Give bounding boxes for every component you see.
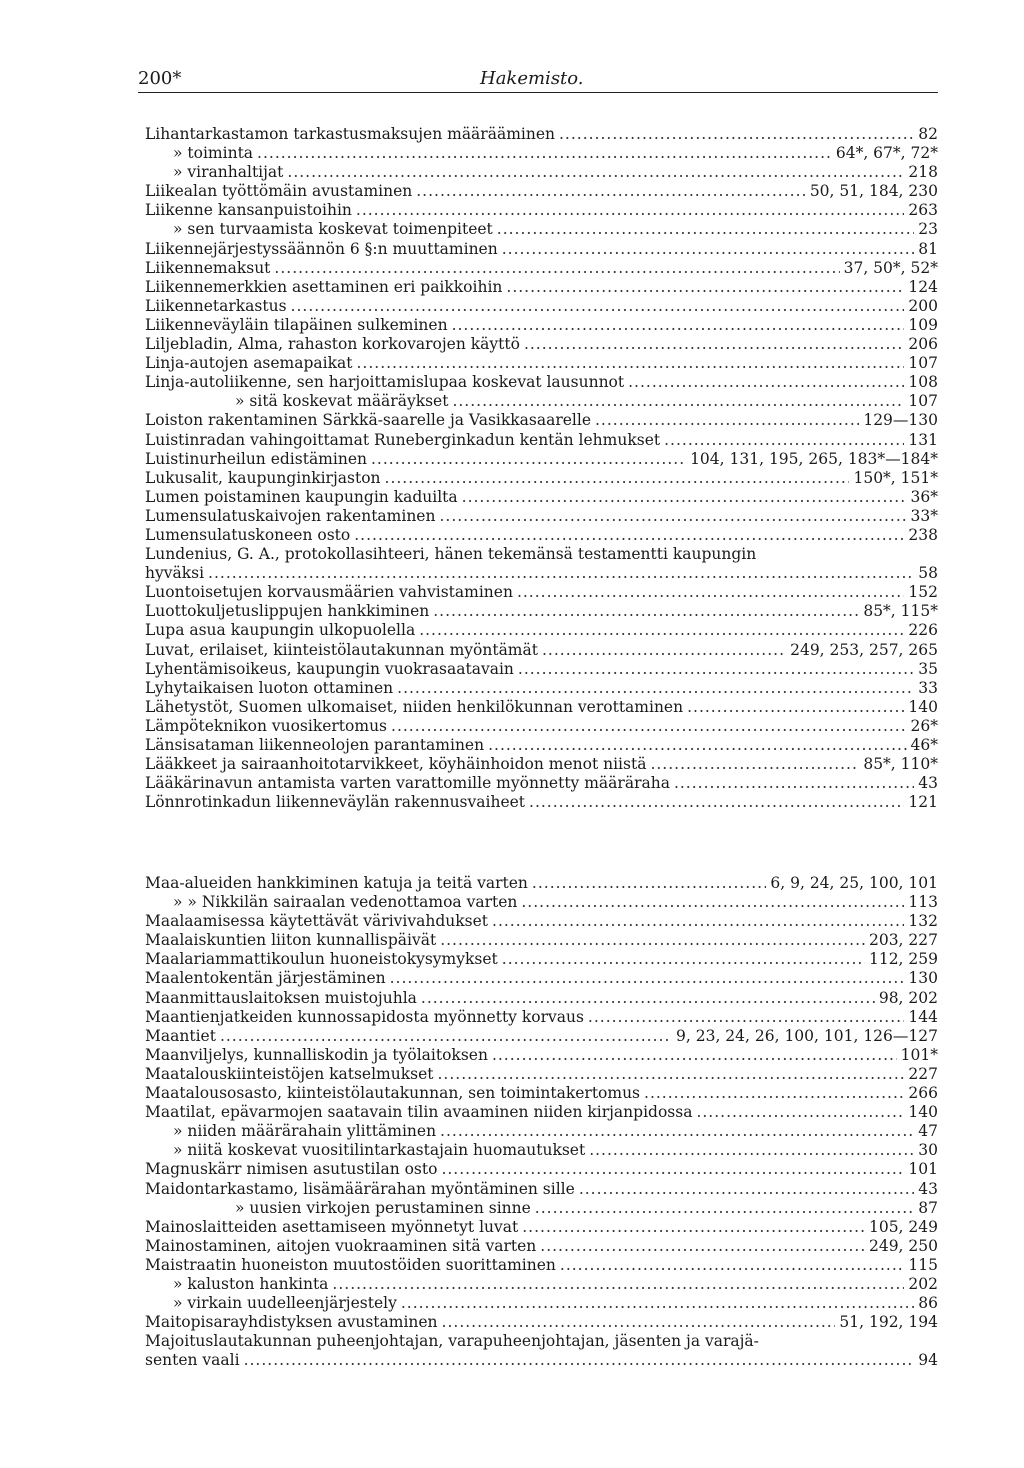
index-entry-pages: 203, 227	[868, 931, 938, 950]
index-entry-term: » uusien virkojen perustaminen sinne	[235, 1198, 531, 1217]
page-header	[138, 66, 938, 93]
index-entry	[145, 450, 938, 469]
index-entry	[145, 1237, 938, 1256]
index-entry-term: Liljebladin, Alma, rahaston korkovarojen käyttö	[145, 335, 520, 354]
index-section-m	[145, 874, 938, 1370]
index-entry-pages: 101*	[900, 1045, 938, 1064]
index-entry-pages: 249, 253, 257, 265	[790, 640, 938, 659]
index-entry-term: hyväksi	[145, 564, 205, 583]
leader-dots	[220, 1027, 672, 1046]
leader-dots	[421, 989, 875, 1008]
leader-dots	[628, 373, 904, 392]
index-entry	[145, 201, 938, 220]
index-entry-term: Liikenneväyläin tilapäinen sulkeminen	[145, 315, 448, 334]
index-entry-pages: 82	[918, 125, 938, 143]
index-entry-term: Maalaamisessa käytettävät värivivahdukset	[145, 912, 489, 931]
leader-dots	[385, 469, 850, 488]
leader-dots	[291, 297, 905, 316]
index-entry	[145, 931, 938, 950]
index-entry-term: Luistinradan vahingoittamat Runeberginkadun kentän lehmukset	[145, 430, 661, 449]
index-entry-term: Mainostaminen, aitojen vuokraaminen sitä varten	[145, 1236, 537, 1255]
index-entry	[145, 1141, 938, 1160]
index-entry	[145, 969, 938, 988]
index-entry-pages: 85*, 115*	[863, 602, 938, 621]
index-entry-pages: 227	[908, 1064, 938, 1083]
index-entry	[145, 182, 938, 201]
leader-dots	[390, 969, 905, 988]
index-entry	[145, 1313, 938, 1332]
index-entry-pages: 152	[908, 583, 938, 602]
leader-dots	[529, 793, 904, 812]
index-entry-pages: 200	[908, 296, 938, 315]
index-entry-term: Lähetystöt, Suomen ulkomaiset, niiden henkilökunnan verottaminen	[145, 697, 684, 716]
page-number: 200*	[138, 68, 182, 89]
leader-dots	[696, 1103, 904, 1122]
index-entry-term: Maa-alueiden hankkiminen katuja ja teitä varten	[145, 874, 528, 892]
leader-dots	[579, 1180, 914, 1199]
index-entry	[145, 1160, 938, 1179]
index-entry	[145, 736, 938, 755]
leader-dots	[274, 259, 839, 278]
index-entry-pages: 64*, 67*, 72*	[835, 144, 938, 163]
index-entry-term: Lämpöteknikon vuosikertomus	[145, 716, 388, 735]
index-entry-term: » virkain uudelleenjärjestely	[173, 1294, 397, 1313]
index-entry-term: Maitopisarayhdistyksen avustaminen	[145, 1313, 438, 1332]
index-entry	[145, 1351, 938, 1370]
leader-dots	[397, 679, 914, 698]
leader-dots	[401, 1294, 914, 1313]
leader-dots	[522, 1218, 865, 1237]
leader-dots	[521, 893, 904, 912]
leader-dots	[440, 931, 865, 950]
index-entry	[145, 564, 938, 583]
index-entry-pages: 50, 51, 184, 230	[809, 182, 938, 201]
leader-dots	[517, 583, 904, 602]
index-entry	[145, 1027, 938, 1046]
index-entry-term: » viranhaltijat	[173, 163, 284, 182]
index-entry-pages: 43	[918, 1179, 938, 1198]
index-entry	[145, 392, 938, 411]
leader-dots	[452, 316, 905, 335]
index-entry-pages: 263	[908, 201, 938, 220]
index-entry-pages: 94	[918, 1351, 938, 1370]
index-entry-pages: 131	[908, 430, 938, 449]
index-entry-pages: 130	[908, 969, 938, 988]
index-entry	[145, 163, 938, 182]
index-entry-pages: 36*	[910, 487, 938, 506]
index-entry-term: Lumen poistaminen kaupungin kaduilta	[145, 487, 458, 506]
leader-dots	[532, 874, 766, 893]
leader-dots	[441, 1160, 904, 1179]
index-entry	[145, 621, 938, 640]
index-entry-pages: 107	[908, 392, 938, 411]
leader-dots	[502, 240, 915, 259]
leader-dots	[559, 125, 914, 144]
index-entry	[145, 1122, 938, 1141]
index-entry-term: Liikennemaksut	[145, 258, 271, 277]
index-entry	[145, 220, 938, 239]
index-entry	[145, 354, 938, 373]
index-entry-term: Lumensulatuskaivojen rakentaminen	[145, 506, 436, 525]
index-entry-pages: 46*	[910, 736, 938, 754]
index-entry-pages: 43	[918, 774, 938, 793]
index-entry-pages: 6, 9, 24, 25, 100, 101	[770, 874, 938, 892]
index-entry-term: Maistraatin huoneiston muutostöiden suorittaminen	[145, 1255, 556, 1274]
index-entry	[145, 278, 938, 297]
index-section-l	[145, 125, 938, 812]
index-entry-pages: 86	[918, 1294, 938, 1313]
index-entry-term: Lääkkeet ja sairaanhoitotarvikkeet, köyhäinhoidon menot niistä	[145, 755, 647, 774]
leader-dots	[439, 507, 906, 526]
index-entry	[145, 297, 938, 316]
index-entry-pages: 81	[918, 239, 938, 258]
leader-dots	[687, 698, 904, 717]
leader-dots	[354, 526, 904, 545]
leader-dots	[674, 774, 914, 793]
leader-dots	[452, 392, 904, 411]
index-entry	[145, 1199, 938, 1218]
index-entry-term: Maatilat, epävarmojen saatavain tilin avaaminen niiden kirjanpidossa	[145, 1103, 693, 1122]
leader-dots	[664, 431, 904, 450]
index-entry-term: Linja-autoliikenne, sen harjoittamislupaa koskevat lausunnot	[145, 373, 625, 392]
index-entry-pages: 35	[918, 659, 938, 678]
index-entry	[145, 1008, 938, 1027]
index-entry	[145, 1218, 938, 1237]
index-entry	[145, 411, 938, 430]
leader-dots	[433, 602, 859, 621]
index-entry	[145, 755, 938, 774]
index-entry	[145, 1046, 938, 1065]
index-entry-term: Lupa asua kaupungin ulkopuolella	[145, 621, 416, 640]
index-entry-pages: 105, 249	[868, 1217, 938, 1236]
index-entry	[145, 335, 938, 354]
index-entry-term: Linja-autojen asemapaikat	[145, 354, 353, 373]
leader-dots	[589, 1141, 914, 1160]
index-entry-term: Maanmittauslaitoksen muistojuhla	[145, 988, 417, 1007]
index-entry	[145, 1275, 938, 1294]
index-entry-term: » sitä koskevat määräykset	[235, 392, 449, 411]
index-entry-term: » » Nikkilän sairaalan vedenottamoa varten	[173, 893, 518, 912]
index-entry-pages: 33	[918, 678, 938, 697]
index-entry-term: Maalaiskuntien liiton kunnallispäivät	[145, 931, 437, 950]
index-entry-pages: 226	[908, 621, 938, 640]
index-entry-pages: 30	[918, 1141, 938, 1160]
index-entry-term: Länsisataman liikenneolojen parantaminen	[145, 736, 485, 754]
leader-dots	[535, 1199, 914, 1218]
index-entry-pages: 140	[908, 1103, 938, 1122]
index-entry-term: Magnuskärr nimisen asutustilan osto	[145, 1160, 438, 1179]
index-entry-term: Lönnrotinkadun liikenneväylän rakennusvaiheet	[145, 793, 526, 812]
index-entry	[145, 431, 938, 450]
leader-dots	[416, 182, 806, 201]
index-entry	[145, 1294, 938, 1313]
leader-dots	[644, 1084, 904, 1103]
index-entry-pages: 104, 131, 195, 265, 183*—184*	[690, 449, 938, 468]
index-entry-term: Lyhentämisoikeus, kaupungin vuokrasaatavain	[145, 659, 514, 678]
index-entry-pages: 101	[908, 1160, 938, 1179]
index-entry-term: Lääkärinavun antamista varten varattomille myönnetty määräraha	[145, 774, 670, 793]
leader-dots	[391, 717, 907, 736]
index-entry-term: Maalentokentän järjestäminen	[145, 969, 386, 988]
index-entry-term: Liikennetarkastus	[145, 296, 287, 315]
index-entry-term: » niitä koskevat vuositilintarkastajain huomautukset	[173, 1141, 586, 1160]
index-entry	[145, 717, 938, 736]
leader-dots	[492, 1046, 897, 1065]
index-entry-pages: 113	[908, 893, 938, 912]
index-entry	[145, 583, 938, 602]
index-entry	[145, 469, 938, 488]
index-entry	[145, 893, 938, 912]
index-entry	[145, 950, 938, 969]
leader-dots	[208, 564, 914, 583]
leader-dots	[257, 144, 832, 163]
index-entry-pages: 129—130	[863, 411, 938, 430]
index-entry-term: Maatalousosasto, kiinteistölautakunnan, sen toimintakertomus	[145, 1084, 641, 1103]
index-entry-term: Lukusalit, kaupunginkirjaston	[145, 468, 381, 487]
index-entry-pages: 9, 23, 24, 26, 100, 101, 126—127	[676, 1026, 938, 1045]
index-entry	[145, 912, 938, 931]
leader-dots	[542, 641, 786, 660]
index-entry-pages: 47	[918, 1122, 938, 1141]
leader-dots	[356, 354, 904, 373]
index-entry-term: Majoituslautakunnan puheenjohtajan, varapuheenjohtajan, jäsenten ja varajä-	[145, 1332, 759, 1351]
index-entry	[145, 507, 938, 526]
index-entry-pages: 115	[908, 1255, 938, 1274]
index-entry	[145, 1065, 938, 1084]
index-entry-term: Maantiet	[145, 1026, 216, 1045]
index-entry-pages: 87	[918, 1198, 938, 1217]
leader-dots	[518, 660, 914, 679]
index-entry	[145, 1084, 938, 1103]
index-entry-term: » toiminta	[173, 144, 254, 163]
index-entry-pages: 202	[908, 1274, 938, 1293]
index-entry-pages: 206	[908, 335, 938, 354]
index-entry-term: Liikenne kansanpuistoihin	[145, 201, 352, 220]
leader-dots	[244, 1351, 915, 1370]
index-entry	[145, 793, 938, 812]
index-entry-pages: 58	[918, 564, 938, 583]
leader-dots	[462, 488, 907, 507]
leader-dots	[524, 335, 904, 354]
index-entry-pages: 218	[908, 163, 938, 182]
index-entry-term: Liikealan työttömäin avustaminen	[145, 182, 413, 201]
page-title: Hakemisto.	[480, 68, 584, 89]
index-entry-pages: 266	[908, 1084, 938, 1103]
leader-dots	[437, 1065, 904, 1084]
index-entry-term: Lundenius, G. A., protokollasihteeri, hänen tekemänsä testamentti kaupungin	[145, 545, 757, 564]
index-entry-term: » sen turvaamista koskevat toimenpiteet	[173, 220, 493, 239]
index-entry	[145, 526, 938, 545]
index-entry-pages: 121	[908, 793, 938, 812]
leader-dots	[492, 912, 904, 931]
index-entry-pages: 109	[908, 315, 938, 334]
index-entry-term: Liikennemerkkien asettaminen eri paikkoihin	[145, 277, 503, 296]
index-entry-pages: 249, 250	[868, 1236, 938, 1255]
leader-dots	[560, 1256, 905, 1275]
index-entry-pages: 112, 259	[868, 950, 938, 969]
index-entry	[145, 240, 938, 259]
index-entry-pages: 124	[908, 277, 938, 296]
index-entry-pages: 26*	[910, 716, 938, 735]
index-entry-term: senten vaali	[145, 1351, 240, 1370]
index-entry	[145, 125, 938, 144]
index-entry-pages: 150*, 151*	[853, 468, 938, 487]
index-entry-term: Lihantarkastamon tarkastusmaksujen määrääminen	[145, 125, 555, 143]
index-entry	[145, 1180, 938, 1199]
leader-dots	[287, 163, 904, 182]
index-entry-term: Loiston rakentaminen Särkkä-saarelle ja Vasikkasaarelle	[145, 411, 591, 430]
leader-dots	[419, 621, 904, 640]
leader-dots	[332, 1275, 904, 1294]
index-entry-term: Luottokuljetuslippujen hankkiminen	[145, 602, 430, 621]
index-entry-term: Liikennejärjestyssäännön 6 §:n muuttaminen	[145, 239, 498, 258]
index-entry-term: Luvat, erilaiset, kiinteistölautakunnan myöntämät	[145, 640, 538, 659]
leader-dots	[650, 755, 859, 774]
index-entry	[145, 373, 938, 392]
index-entry-term: Luontoisetujen korvausmäärien vahvistaminen	[145, 583, 513, 602]
leader-dots	[497, 220, 915, 239]
leader-dots	[356, 201, 905, 220]
index-entry	[145, 679, 938, 698]
index-entry	[145, 144, 938, 163]
index-entry-pages: 85*, 110*	[863, 755, 938, 774]
index-entry-pages: 107	[908, 354, 938, 373]
index-entry-term: Lyhytaikaisen luoton ottaminen	[145, 678, 394, 697]
index-entry	[145, 641, 938, 660]
index-entry-term: » kaluston hankinta	[173, 1274, 329, 1293]
index-entry	[145, 488, 938, 507]
index-entry-pages: 108	[908, 373, 938, 392]
index-entry-pages: 23	[918, 220, 938, 239]
index-entry-pages: 132	[908, 912, 938, 931]
index-entry-term: Maidontarkastamo, lisämäärärahan myöntäminen sille	[145, 1179, 575, 1198]
leader-dots	[371, 450, 686, 469]
leader-dots	[502, 950, 865, 969]
leader-dots	[440, 1122, 914, 1141]
index-entry-term: Luistinurheilun edistäminen	[145, 449, 367, 468]
index-entry-pages: 140	[908, 697, 938, 716]
index-entry-pages: 37, 50*, 52*	[843, 258, 938, 277]
index-entry	[145, 316, 938, 335]
index-entry	[145, 259, 938, 278]
index-entry-term: Maalariammattikoulun huoneistokysymykset	[145, 950, 498, 969]
index-entry	[145, 1103, 938, 1122]
leader-dots	[540, 1237, 865, 1256]
index-entry-term: Maantienjatkeiden kunnossapidosta myönnetty korvaus	[145, 1007, 584, 1026]
index-entry	[145, 698, 938, 717]
index-entry-pages: 144	[908, 1007, 938, 1026]
leader-dots	[488, 736, 906, 755]
index-entry-term: » niiden määrärahain ylittäminen	[173, 1122, 437, 1141]
leader-dots	[442, 1313, 836, 1332]
index-entry-pages: 98, 202	[878, 988, 938, 1007]
index-entry	[145, 774, 938, 793]
index-entry	[145, 1256, 938, 1275]
index-entry	[145, 874, 938, 893]
index-entry-term: Maatalouskiinteistöjen katselmukset	[145, 1064, 434, 1083]
index-entry-pages: 33*	[910, 506, 938, 525]
index-entry-pages: 51, 192, 194	[839, 1313, 938, 1332]
leader-dots	[506, 278, 904, 297]
index-entry-term: Lumensulatuskoneen osto	[145, 525, 351, 544]
index-entry-term: Mainoslaitteiden asettamiseen myönnetyt luvat	[145, 1217, 519, 1236]
leader-dots	[588, 1008, 904, 1027]
index-entry	[145, 989, 938, 1008]
index-entry	[145, 660, 938, 679]
index-entry	[145, 602, 938, 621]
leader-dots	[595, 411, 859, 430]
index-entry-pages: 238	[908, 525, 938, 544]
index-entry-term: Maanviljelys, kunnalliskodin ja työlaitoksen	[145, 1045, 488, 1064]
